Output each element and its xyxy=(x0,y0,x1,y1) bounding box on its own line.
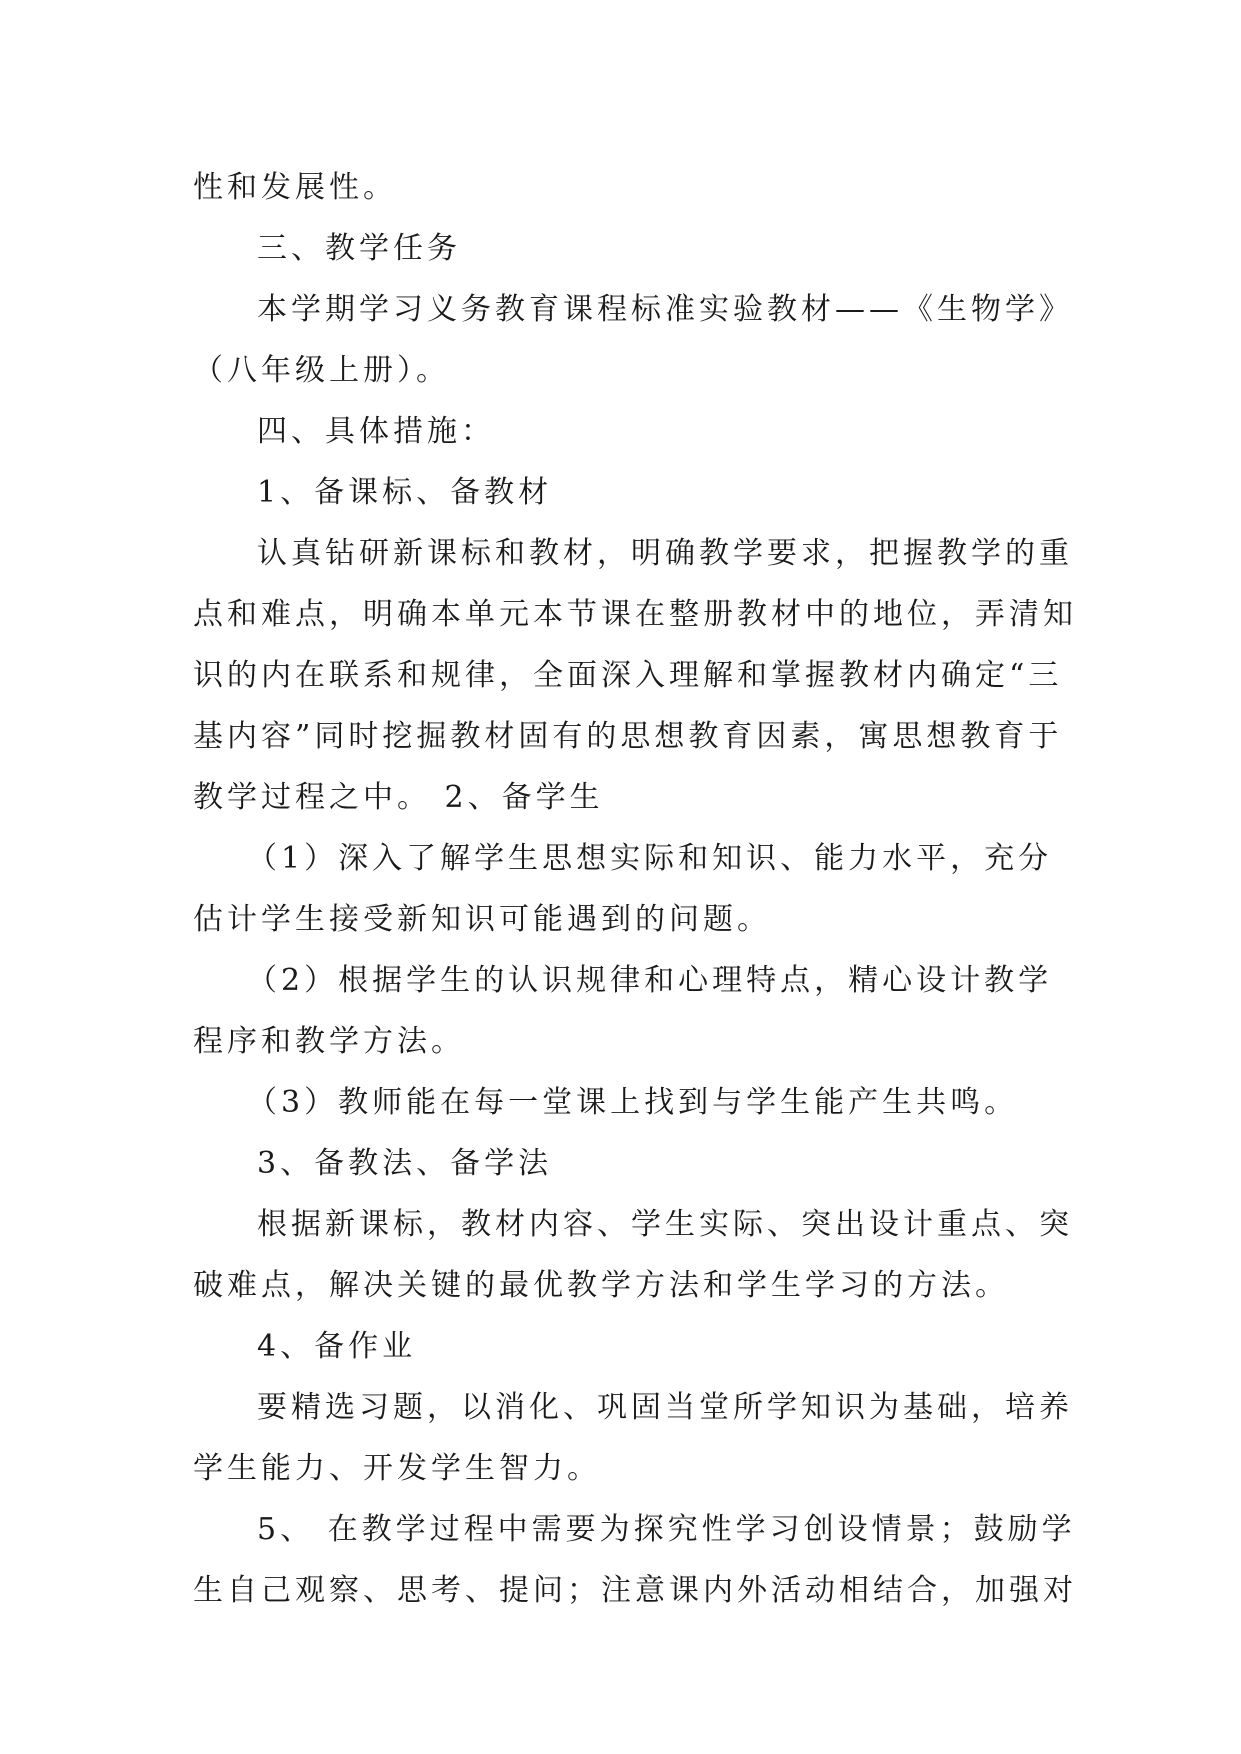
list-item: （1）深入了解学生思想实际和知识、能力水平，充分 xyxy=(247,841,1053,876)
paragraph-line: 要精选习题，以消化、巩固当堂所学知识为基础，培养 xyxy=(257,1390,1073,1425)
section-heading: 四、具体措施： xyxy=(257,414,495,449)
paragraph-line: 认真钻研新课标和教材，明确教学要求，把握教学的重 xyxy=(257,536,1073,571)
paragraph-line: 本学期学习义务教育课程标准实验教材——《生物学》 xyxy=(257,292,1073,327)
paragraph-line: 程序和教学方法。 xyxy=(193,1024,465,1059)
paragraph-line: 生自己观察、思考、提问；注意课内外活动相结合，加强对 xyxy=(193,1573,1077,1608)
subsection-heading: 1、备课标、备教材 xyxy=(257,475,553,510)
paragraph-line: 点和难点，明确本单元本节课在整册教材中的地位，弄清知 xyxy=(193,597,1077,632)
paragraph-line: 根据新课标，教材内容、学生实际、突出设计重点、突 xyxy=(257,1207,1073,1242)
subsection-heading: 4、备作业 xyxy=(257,1329,417,1364)
document-body xyxy=(193,157,1077,1621)
section-heading: 三、教学任务 xyxy=(257,231,461,266)
paragraph-line: 学生能力、开发学生智力。 xyxy=(193,1451,601,1486)
paragraph-line: 教学过程之中。 2、备学生 xyxy=(193,780,604,815)
subsection-heading: 3、备教法、备学法 xyxy=(257,1146,553,1181)
paragraph-line: （八年级上册）。 xyxy=(193,353,450,388)
paragraph-line: 估计学生接受新知识可能遇到的问题。 xyxy=(193,902,771,937)
paragraph-line: 性和发展性。 xyxy=(193,170,397,205)
list-item: （2）根据学生的认识规律和心理特点，精心设计教学 xyxy=(247,963,1053,998)
paragraph-line: 识的内在联系和规律，全面深入理解和掌握教材内确定“三 xyxy=(193,658,1063,693)
paragraph-line: 基内容”同时挖掘教材固有的思想教育因素，寓思想教育于 xyxy=(193,719,1063,754)
paragraph-line: 破难点，解决关键的最优教学方法和学生学习的方法。 xyxy=(193,1268,1009,1303)
subsection-heading: 5、 在教学过程中需要为探究性学习创设情景；鼓励学 xyxy=(257,1512,1076,1547)
list-item: （3）教师能在每一堂课上找到与学生能产生共鸣。 xyxy=(247,1085,1019,1120)
